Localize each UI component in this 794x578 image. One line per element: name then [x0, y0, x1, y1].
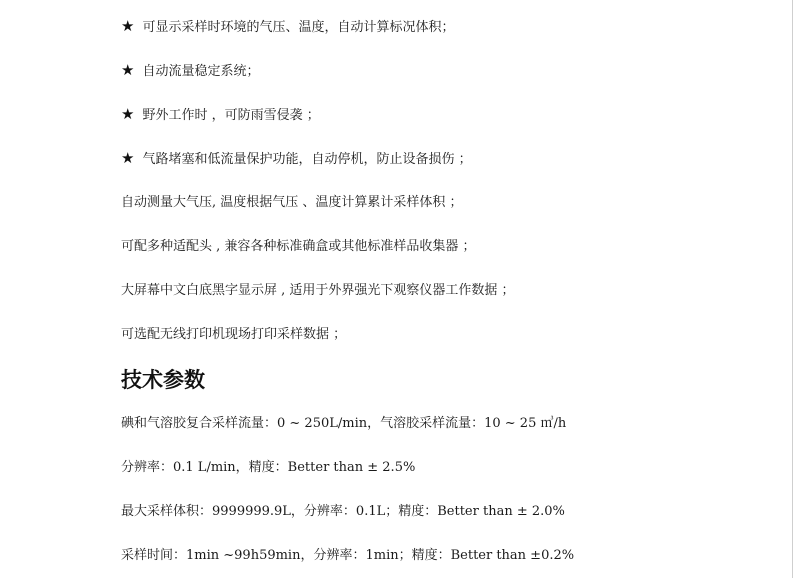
paragraph: 自动测量大气压, 温度根据气压 、温度计算累计采样体积 ； [121, 195, 463, 210]
paragraph: 可选配无线打印机现场打印采样数据 ； [121, 327, 347, 342]
section-title: 技术参数 [121, 368, 205, 392]
feature-text: 可显示采样时环境的气压、温度，自动计算标况体积； [142, 20, 455, 35]
feature-text: 气路堵塞和低流量保护功能，自动停机，防止设备损伤 ； [142, 152, 472, 167]
paragraph: 可配多种适配头 , 兼容各种标准确盒或其他标准样品收集器 ； [121, 239, 476, 254]
star-icon: ★ [121, 17, 135, 35]
feature-item [121, 149, 472, 169]
page-edge-divider [792, 0, 793, 578]
feature-item [121, 17, 454, 37]
star-icon: ★ [121, 105, 135, 123]
spec-line: 采样时间：1min ~99h59min，分辨率：1min；精度：Better than ±0.2% [121, 548, 575, 563]
feature-text: 野外工作时 ，可防雨雪侵袭 ； [142, 108, 320, 123]
spec-line: 碘和气溶胶复合采样流量：0 ~ 250L/min，气溶胶采样流量：10 ~ 25 ㎥/h [121, 416, 567, 431]
spec-line: 分辨率：0.1 L/min，精度：Better than ± 2.5% [121, 460, 416, 475]
star-icon: ★ [121, 149, 135, 167]
feature-item [121, 61, 259, 81]
feature-item [121, 105, 320, 125]
star-icon: ★ [121, 61, 135, 79]
feature-text: 自动流量稳定系统； [142, 64, 260, 79]
spec-line: 最大采样体积：9999999.9L，分辨率：0.1L；精度：Better than ± 2.0% [121, 504, 565, 519]
paragraph: 大屏幕中文白底黑字显示屏 , 适用于外界强光下观察仪器工作数据 ； [121, 283, 515, 298]
